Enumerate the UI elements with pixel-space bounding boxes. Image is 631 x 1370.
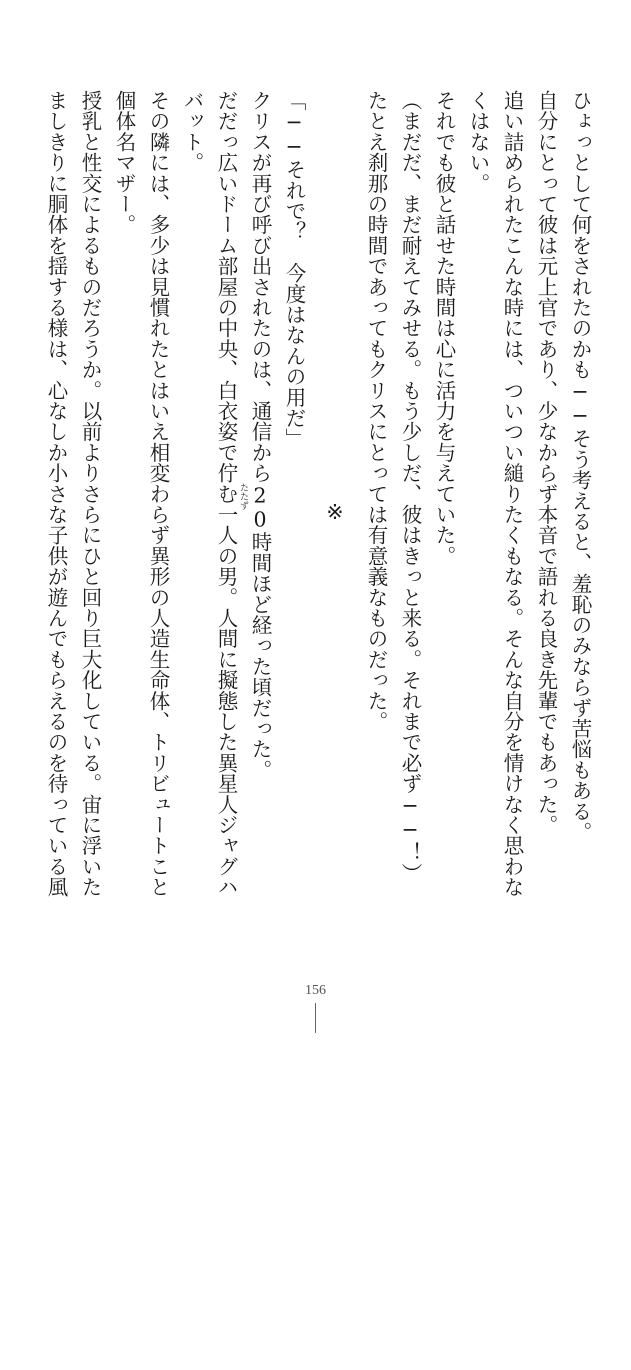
- ruby-annotation: たたず: [238, 483, 248, 510]
- text-line-3: 追い詰められたこんな時には、ついつい縋りたくもなる。そんな自分を情けなく思わな: [500, 90, 524, 898]
- text-line-14: 授乳と性交によるものだろうか。以前よりさらにひと回り巨大化している。宙に浮いた: [78, 90, 102, 898]
- text-line-15: ましきりに胴体を揺する様は、心なしか小さな子供が遊んでもらえるのを待っている風: [44, 90, 68, 898]
- text-line-11: バット。: [180, 90, 204, 173]
- text-line-5: それでも彼と話せた時間は心に活力を与えていた。: [432, 90, 456, 567]
- text-line-1: ひょっとして何をされたのかも──そう考えると、羞恥のみならず苦悩もある。: [568, 90, 592, 843]
- text-line-6: （まだだ、まだ耐えてみせる。もう少しだ、彼はきっと来る。それまで必ず──！）: [398, 90, 422, 884]
- page-number-rule: [315, 1003, 316, 1033]
- text-line-4: くはない。: [466, 90, 490, 194]
- scene-break-mark: ※: [323, 500, 347, 525]
- text-line-2: 自分にとって彼は元上官であり、少なからず本音で語れる良き先輩でもあった。: [534, 90, 558, 836]
- text-line-10: だだっ広いドーム部屋の中央、白衣姿で佇む一人の男。人間に擬態した異星人ジャグハ: [214, 90, 238, 898]
- text-line-7: たとえ刹那の時間であってもクリスにとっては有意義なものだった。: [364, 90, 388, 732]
- text-line-8: 「──それで？ 今度はなんの用だ」: [282, 90, 306, 449]
- text-line-9: クリスが再び呼び出されたのは、通信から20時間ほど経った頃だった。: [248, 90, 272, 781]
- text-line-13: 個体名マザー。: [112, 90, 136, 235]
- page-number: 156: [305, 983, 326, 998]
- text-line-12: その隣には、多少は見慣れたとはいえ相変わらず異形の人造生命体、トリビュートこと: [146, 90, 170, 898]
